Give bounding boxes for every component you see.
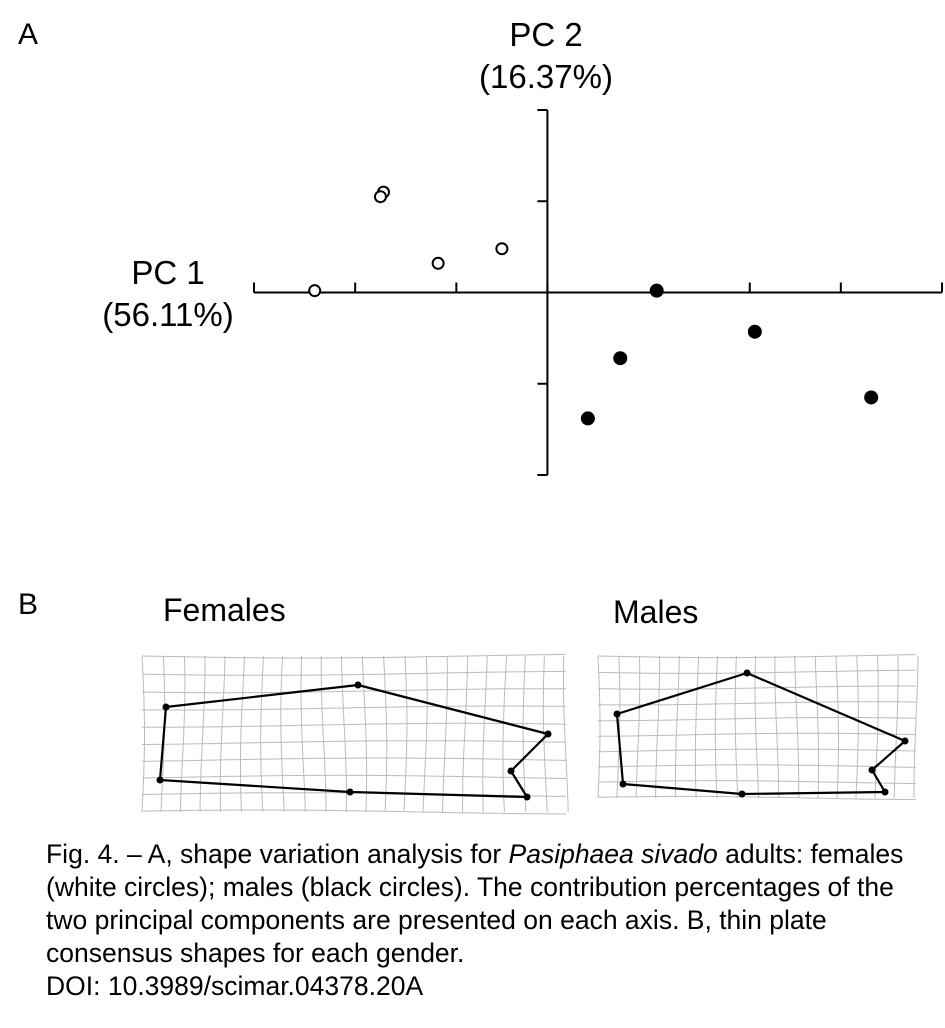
grid-line: [220, 656, 225, 812]
grid-line: [598, 733, 916, 736]
grid-line: [142, 741, 566, 745]
landmark: [902, 738, 909, 745]
grid-line: [836, 656, 839, 798]
grid-line: [795, 656, 799, 798]
landmark: [347, 789, 354, 796]
males-deformation-grid: [598, 655, 918, 800]
grid-line: [636, 656, 640, 798]
grid-line: [598, 781, 916, 784]
grid-line: [483, 656, 488, 812]
grid-line: [564, 656, 569, 812]
grid-line: [856, 656, 859, 798]
grid-line: [598, 718, 916, 721]
grid-line: [142, 671, 566, 675]
grid-line: [914, 656, 918, 798]
landmark: [545, 731, 552, 738]
grid-line: [362, 656, 366, 812]
grid-line: [463, 656, 468, 812]
females-deformation-grid: [142, 654, 568, 814]
landmark: [869, 767, 876, 774]
grid-line: [598, 670, 916, 673]
landmark: [163, 704, 170, 711]
grid-line: [423, 656, 427, 812]
grid-line: [241, 656, 245, 812]
grid-line: [894, 656, 898, 798]
caption-text-1: Fig. 4. – A, shape variation analysis for: [46, 839, 509, 869]
grid-line: [142, 775, 566, 778]
landmark: [620, 781, 627, 788]
grid-line: [404, 656, 407, 812]
grid-line: [715, 656, 717, 798]
grid-line: [815, 656, 818, 798]
caption-doi: DOI: 10.3989/scimar.04378.20A: [46, 971, 424, 1001]
grid-line: [598, 796, 916, 799]
grid-line: [598, 655, 916, 658]
females-title: Females: [163, 592, 286, 628]
grid-line: [321, 656, 326, 812]
landmark: [882, 789, 889, 796]
landmark: [524, 794, 531, 801]
caption-species: Pasiphaea sivado: [508, 839, 718, 869]
grid-line: [598, 686, 916, 689]
figure-caption: [46, 838, 926, 1003]
y-axis-percent: (16.37%): [479, 58, 613, 95]
grid-line: [775, 656, 779, 798]
grid-line: [598, 656, 600, 798]
grid-line: [142, 689, 566, 693]
grid-line: [384, 656, 387, 812]
landmark: [355, 682, 362, 689]
y-axis-label: PC 2: [509, 16, 583, 53]
panel-a-label: A: [18, 18, 39, 51]
grid-line: [200, 656, 205, 812]
grid-line: [676, 656, 680, 798]
grid-line: [695, 656, 698, 798]
landmark: [744, 670, 751, 677]
grid-line: [142, 723, 566, 727]
grid-line: [142, 706, 566, 710]
grid-line: [180, 656, 185, 812]
caption-text-2: adults: females (white circles); males (black circles). The contribution percentages of the two principal components are presented on each axis. B, thin plate consensus shapes for each gender.: [46, 839, 904, 968]
x-axis-label: PC 1: [131, 254, 205, 291]
landmark: [508, 768, 515, 775]
grid-line: [656, 656, 660, 798]
landmark: [739, 791, 746, 798]
landmark: [157, 777, 164, 784]
x-axis-percent: (56.11%): [102, 296, 234, 333]
males-title: Males: [613, 594, 699, 630]
grid-line: [342, 656, 347, 812]
landmark: [614, 711, 621, 718]
grid-line: [523, 656, 526, 812]
grid-line: [142, 758, 566, 761]
panel-b-label: B: [18, 588, 39, 621]
grid-line: [503, 656, 507, 812]
grid-line: [142, 656, 145, 812]
grid-line: [261, 656, 264, 812]
grid-line: [443, 656, 448, 812]
grid-line: [142, 810, 566, 814]
